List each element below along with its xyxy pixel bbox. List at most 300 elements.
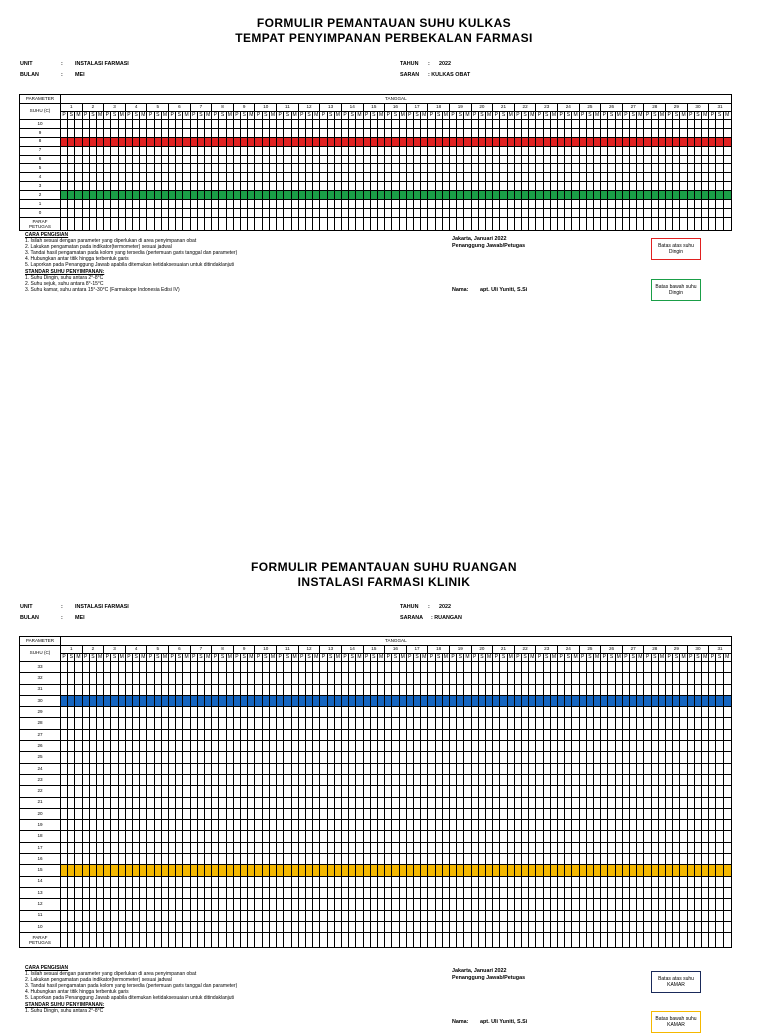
- reading-cell[interactable]: [702, 865, 709, 876]
- reading-cell[interactable]: [442, 718, 449, 729]
- reading-cell[interactable]: [118, 155, 125, 164]
- reading-cell[interactable]: [680, 120, 687, 129]
- reading-cell[interactable]: [579, 729, 586, 740]
- reading-cell[interactable]: [334, 763, 341, 774]
- reading-cell[interactable]: [478, 128, 485, 137]
- reading-cell[interactable]: [406, 164, 413, 173]
- reading-cell[interactable]: [507, 729, 514, 740]
- reading-cell[interactable]: [666, 741, 673, 752]
- reading-cell[interactable]: [176, 718, 183, 729]
- reading-cell[interactable]: [320, 208, 327, 217]
- reading-cell[interactable]: [370, 774, 377, 785]
- reading-cell[interactable]: [104, 208, 111, 217]
- reading-cell[interactable]: [485, 729, 492, 740]
- reading-cell[interactable]: [622, 763, 629, 774]
- reading-cell[interactable]: [212, 718, 219, 729]
- reading-cell[interactable]: [248, 182, 255, 191]
- paraf-cell[interactable]: [716, 217, 723, 230]
- paraf-cell[interactable]: [262, 933, 269, 948]
- reading-cell[interactable]: [327, 887, 334, 898]
- reading-cell[interactable]: [197, 146, 204, 155]
- reading-cell[interactable]: [550, 729, 557, 740]
- reading-cell[interactable]: [140, 146, 147, 155]
- reading-cell[interactable]: [421, 729, 428, 740]
- reading-cell[interactable]: [255, 842, 262, 853]
- reading-cell[interactable]: [140, 120, 147, 129]
- reading-cell[interactable]: [723, 763, 731, 774]
- reading-cell[interactable]: [637, 146, 644, 155]
- reading-cell[interactable]: [313, 200, 320, 209]
- reading-cell[interactable]: [680, 729, 687, 740]
- reading-cell[interactable]: [615, 164, 622, 173]
- reading-cell[interactable]: [478, 120, 485, 129]
- reading-cell[interactable]: [291, 842, 298, 853]
- paraf-cell[interactable]: [147, 933, 154, 948]
- reading-cell[interactable]: [176, 182, 183, 191]
- reading-cell[interactable]: [449, 673, 456, 684]
- reading-cell[interactable]: [435, 854, 442, 865]
- reading-cell[interactable]: [392, 865, 399, 876]
- reading-cell[interactable]: [449, 876, 456, 887]
- reading-cell[interactable]: [507, 763, 514, 774]
- reading-cell[interactable]: [169, 173, 176, 182]
- reading-cell[interactable]: [406, 876, 413, 887]
- reading-cell[interactable]: [219, 182, 226, 191]
- reading-cell[interactable]: [277, 899, 284, 910]
- reading-cell[interactable]: [428, 200, 435, 209]
- reading-cell[interactable]: [262, 200, 269, 209]
- reading-cell[interactable]: [478, 854, 485, 865]
- reading-cell[interactable]: [370, 786, 377, 797]
- reading-cell[interactable]: [579, 763, 586, 774]
- reading-cell[interactable]: [248, 741, 255, 752]
- reading-cell[interactable]: [536, 854, 543, 865]
- reading-cell[interactable]: [687, 752, 694, 763]
- reading-cell[interactable]: [298, 741, 305, 752]
- reading-cell[interactable]: [594, 854, 601, 865]
- reading-cell[interactable]: [154, 191, 161, 200]
- reading-cell[interactable]: [320, 831, 327, 842]
- reading-cell[interactable]: [702, 752, 709, 763]
- reading-cell[interactable]: [435, 673, 442, 684]
- reading-cell[interactable]: [687, 707, 694, 718]
- reading-cell[interactable]: [61, 876, 68, 887]
- reading-cell[interactable]: [442, 887, 449, 898]
- paraf-cell[interactable]: [89, 217, 96, 230]
- paraf-cell[interactable]: [82, 933, 89, 948]
- reading-cell[interactable]: [219, 137, 226, 146]
- reading-cell[interactable]: [233, 899, 240, 910]
- reading-cell[interactable]: [428, 673, 435, 684]
- paraf-cell[interactable]: [248, 933, 255, 948]
- reading-cell[interactable]: [529, 173, 536, 182]
- reading-cell[interactable]: [536, 182, 543, 191]
- reading-cell[interactable]: [349, 921, 356, 932]
- reading-cell[interactable]: [97, 921, 104, 932]
- reading-cell[interactable]: [543, 854, 550, 865]
- reading-cell[interactable]: [457, 208, 464, 217]
- reading-cell[interactable]: [305, 899, 312, 910]
- reading-cell[interactable]: [219, 120, 226, 129]
- reading-cell[interactable]: [305, 729, 312, 740]
- reading-cell[interactable]: [255, 786, 262, 797]
- reading-cell[interactable]: [313, 707, 320, 718]
- reading-cell[interactable]: [327, 137, 334, 146]
- reading-cell[interactable]: [154, 899, 161, 910]
- reading-cell[interactable]: [558, 137, 565, 146]
- reading-cell[interactable]: [183, 741, 190, 752]
- reading-cell[interactable]: [651, 173, 658, 182]
- reading-cell[interactable]: [97, 128, 104, 137]
- reading-cell[interactable]: [89, 120, 96, 129]
- reading-cell[interactable]: [341, 684, 348, 695]
- reading-cell[interactable]: [75, 137, 82, 146]
- reading-cell[interactable]: [363, 155, 370, 164]
- reading-cell[interactable]: [493, 910, 500, 921]
- paraf-cell[interactable]: [716, 933, 723, 948]
- reading-cell[interactable]: [219, 695, 226, 706]
- reading-cell[interactable]: [687, 146, 694, 155]
- reading-cell[interactable]: [197, 831, 204, 842]
- reading-cell[interactable]: [630, 854, 637, 865]
- reading-cell[interactable]: [702, 173, 709, 182]
- reading-cell[interactable]: [68, 200, 75, 209]
- reading-cell[interactable]: [543, 876, 550, 887]
- reading-cell[interactable]: [637, 695, 644, 706]
- reading-cell[interactable]: [233, 786, 240, 797]
- reading-cell[interactable]: [536, 797, 543, 808]
- reading-cell[interactable]: [421, 854, 428, 865]
- reading-cell[interactable]: [615, 146, 622, 155]
- reading-cell[interactable]: [320, 173, 327, 182]
- reading-cell[interactable]: [413, 662, 420, 673]
- reading-cell[interactable]: [651, 182, 658, 191]
- reading-cell[interactable]: [269, 128, 276, 137]
- reading-cell[interactable]: [399, 200, 406, 209]
- reading-cell[interactable]: [97, 763, 104, 774]
- reading-cell[interactable]: [183, 921, 190, 932]
- reading-cell[interactable]: [277, 876, 284, 887]
- reading-cell[interactable]: [262, 752, 269, 763]
- reading-cell[interactable]: [255, 797, 262, 808]
- reading-cell[interactable]: [500, 921, 507, 932]
- reading-cell[interactable]: [125, 182, 132, 191]
- reading-cell[interactable]: [709, 673, 716, 684]
- reading-cell[interactable]: [622, 673, 629, 684]
- reading-cell[interactable]: [118, 876, 125, 887]
- reading-cell[interactable]: [305, 191, 312, 200]
- reading-cell[interactable]: [392, 831, 399, 842]
- reading-cell[interactable]: [341, 120, 348, 129]
- reading-cell[interactable]: [370, 718, 377, 729]
- reading-cell[interactable]: [399, 831, 406, 842]
- reading-cell[interactable]: [277, 741, 284, 752]
- reading-cell[interactable]: [75, 752, 82, 763]
- reading-cell[interactable]: [226, 831, 233, 842]
- reading-cell[interactable]: [356, 910, 363, 921]
- reading-cell[interactable]: [485, 865, 492, 876]
- reading-cell[interactable]: [97, 155, 104, 164]
- reading-cell[interactable]: [385, 752, 392, 763]
- reading-cell[interactable]: [226, 120, 233, 129]
- reading-cell[interactable]: [673, 831, 680, 842]
- reading-cell[interactable]: [464, 718, 471, 729]
- reading-cell[interactable]: [298, 786, 305, 797]
- reading-cell[interactable]: [702, 695, 709, 706]
- reading-cell[interactable]: [313, 164, 320, 173]
- reading-cell[interactable]: [255, 120, 262, 129]
- reading-cell[interactable]: [197, 137, 204, 146]
- reading-cell[interactable]: [716, 695, 723, 706]
- reading-cell[interactable]: [514, 876, 521, 887]
- reading-cell[interactable]: [377, 797, 384, 808]
- reading-cell[interactable]: [212, 146, 219, 155]
- reading-cell[interactable]: [370, 707, 377, 718]
- reading-cell[interactable]: [601, 155, 608, 164]
- reading-cell[interactable]: [349, 120, 356, 129]
- reading-cell[interactable]: [377, 899, 384, 910]
- reading-cell[interactable]: [241, 786, 248, 797]
- reading-cell[interactable]: [176, 707, 183, 718]
- reading-cell[interactable]: [543, 921, 550, 932]
- reading-cell[interactable]: [226, 786, 233, 797]
- reading-cell[interactable]: [334, 854, 341, 865]
- reading-cell[interactable]: [493, 120, 500, 129]
- reading-cell[interactable]: [255, 876, 262, 887]
- reading-cell[interactable]: [428, 842, 435, 853]
- reading-cell[interactable]: [61, 831, 68, 842]
- reading-cell[interactable]: [248, 137, 255, 146]
- reading-cell[interactable]: [586, 164, 593, 173]
- reading-cell[interactable]: [356, 684, 363, 695]
- paraf-cell[interactable]: [133, 933, 140, 948]
- reading-cell[interactable]: [449, 921, 456, 932]
- reading-cell[interactable]: [75, 899, 82, 910]
- reading-cell[interactable]: [248, 854, 255, 865]
- reading-cell[interactable]: [385, 774, 392, 785]
- reading-cell[interactable]: [111, 899, 118, 910]
- reading-cell[interactable]: [97, 120, 104, 129]
- reading-cell[interactable]: [464, 921, 471, 932]
- reading-cell[interactable]: [716, 887, 723, 898]
- reading-cell[interactable]: [413, 707, 420, 718]
- reading-cell[interactable]: [500, 173, 507, 182]
- reading-cell[interactable]: [680, 208, 687, 217]
- reading-cell[interactable]: [298, 718, 305, 729]
- reading-cell[interactable]: [565, 910, 572, 921]
- reading-cell[interactable]: [723, 910, 731, 921]
- reading-cell[interactable]: [608, 876, 615, 887]
- reading-cell[interactable]: [61, 684, 68, 695]
- reading-cell[interactable]: [485, 741, 492, 752]
- reading-cell[interactable]: [147, 820, 154, 831]
- reading-cell[interactable]: [658, 786, 665, 797]
- reading-cell[interactable]: [666, 191, 673, 200]
- reading-cell[interactable]: [111, 164, 118, 173]
- paraf-cell[interactable]: [507, 217, 514, 230]
- reading-cell[interactable]: [694, 774, 701, 785]
- paraf-cell[interactable]: [284, 217, 291, 230]
- reading-cell[interactable]: [680, 831, 687, 842]
- reading-cell[interactable]: [464, 887, 471, 898]
- reading-cell[interactable]: [471, 146, 478, 155]
- reading-cell[interactable]: [644, 774, 651, 785]
- reading-cell[interactable]: [435, 831, 442, 842]
- reading-cell[interactable]: [500, 673, 507, 684]
- reading-cell[interactable]: [140, 899, 147, 910]
- paraf-cell[interactable]: [723, 217, 731, 230]
- reading-cell[interactable]: [457, 164, 464, 173]
- reading-cell[interactable]: [111, 155, 118, 164]
- reading-cell[interactable]: [449, 208, 456, 217]
- reading-cell[interactable]: [478, 707, 485, 718]
- reading-cell[interactable]: [291, 786, 298, 797]
- reading-cell[interactable]: [550, 763, 557, 774]
- reading-cell[interactable]: [594, 876, 601, 887]
- reading-cell[interactable]: [219, 673, 226, 684]
- reading-cell[interactable]: [630, 842, 637, 853]
- reading-cell[interactable]: [709, 786, 716, 797]
- reading-cell[interactable]: [601, 718, 608, 729]
- reading-cell[interactable]: [341, 182, 348, 191]
- reading-cell[interactable]: [341, 673, 348, 684]
- reading-cell[interactable]: [565, 673, 572, 684]
- reading-cell[interactable]: [118, 865, 125, 876]
- reading-cell[interactable]: [233, 182, 240, 191]
- paraf-cell[interactable]: [550, 933, 557, 948]
- reading-cell[interactable]: [97, 182, 104, 191]
- reading-cell[interactable]: [658, 820, 665, 831]
- paraf-cell[interactable]: [313, 933, 320, 948]
- reading-cell[interactable]: [75, 786, 82, 797]
- reading-cell[interactable]: [565, 808, 572, 819]
- reading-cell[interactable]: [363, 887, 370, 898]
- reading-cell[interactable]: [586, 662, 593, 673]
- reading-cell[interactable]: [377, 200, 384, 209]
- reading-cell[interactable]: [615, 173, 622, 182]
- reading-cell[interactable]: [457, 662, 464, 673]
- reading-cell[interactable]: [399, 718, 406, 729]
- reading-cell[interactable]: [435, 695, 442, 706]
- reading-cell[interactable]: [702, 208, 709, 217]
- reading-cell[interactable]: [125, 876, 132, 887]
- reading-cell[interactable]: [428, 707, 435, 718]
- reading-cell[interactable]: [536, 865, 543, 876]
- reading-cell[interactable]: [334, 707, 341, 718]
- reading-cell[interactable]: [615, 797, 622, 808]
- reading-cell[interactable]: [212, 752, 219, 763]
- reading-cell[interactable]: [169, 128, 176, 137]
- reading-cell[interactable]: [471, 662, 478, 673]
- reading-cell[interactable]: [104, 729, 111, 740]
- reading-cell[interactable]: [169, 684, 176, 695]
- reading-cell[interactable]: [413, 786, 420, 797]
- reading-cell[interactable]: [666, 842, 673, 853]
- reading-cell[interactable]: [68, 774, 75, 785]
- reading-cell[interactable]: [428, 729, 435, 740]
- reading-cell[interactable]: [392, 876, 399, 887]
- reading-cell[interactable]: [507, 831, 514, 842]
- paraf-cell[interactable]: [363, 933, 370, 948]
- reading-cell[interactable]: [291, 120, 298, 129]
- reading-cell[interactable]: [169, 808, 176, 819]
- reading-cell[interactable]: [118, 899, 125, 910]
- reading-cell[interactable]: [241, 899, 248, 910]
- reading-cell[interactable]: [435, 820, 442, 831]
- reading-cell[interactable]: [485, 808, 492, 819]
- reading-cell[interactable]: [212, 763, 219, 774]
- reading-cell[interactable]: [680, 164, 687, 173]
- reading-cell[interactable]: [399, 173, 406, 182]
- reading-cell[interactable]: [723, 876, 731, 887]
- reading-cell[interactable]: [694, 191, 701, 200]
- reading-cell[interactable]: [212, 695, 219, 706]
- reading-cell[interactable]: [154, 921, 161, 932]
- reading-cell[interactable]: [644, 718, 651, 729]
- reading-cell[interactable]: [586, 899, 593, 910]
- reading-cell[interactable]: [601, 808, 608, 819]
- reading-cell[interactable]: [702, 854, 709, 865]
- reading-cell[interactable]: [651, 155, 658, 164]
- reading-cell[interactable]: [169, 729, 176, 740]
- reading-cell[interactable]: [205, 854, 212, 865]
- reading-cell[interactable]: [485, 887, 492, 898]
- reading-cell[interactable]: [630, 786, 637, 797]
- reading-cell[interactable]: [89, 173, 96, 182]
- reading-cell[interactable]: [241, 729, 248, 740]
- reading-cell[interactable]: [212, 865, 219, 876]
- reading-cell[interactable]: [485, 146, 492, 155]
- reading-cell[interactable]: [320, 146, 327, 155]
- reading-cell[interactable]: [233, 707, 240, 718]
- reading-cell[interactable]: [406, 155, 413, 164]
- reading-cell[interactable]: [349, 128, 356, 137]
- reading-cell[interactable]: [572, 137, 579, 146]
- reading-cell[interactable]: [118, 741, 125, 752]
- reading-cell[interactable]: [385, 921, 392, 932]
- reading-cell[interactable]: [262, 774, 269, 785]
- reading-cell[interactable]: [666, 831, 673, 842]
- reading-cell[interactable]: [637, 208, 644, 217]
- reading-cell[interactable]: [694, 865, 701, 876]
- reading-cell[interactable]: [687, 200, 694, 209]
- reading-cell[interactable]: [262, 786, 269, 797]
- reading-cell[interactable]: [377, 182, 384, 191]
- reading-cell[interactable]: [262, 173, 269, 182]
- reading-cell[interactable]: [723, 684, 731, 695]
- reading-cell[interactable]: [226, 865, 233, 876]
- reading-cell[interactable]: [442, 155, 449, 164]
- reading-cell[interactable]: [183, 808, 190, 819]
- reading-cell[interactable]: [572, 831, 579, 842]
- reading-cell[interactable]: [442, 899, 449, 910]
- reading-cell[interactable]: [694, 752, 701, 763]
- reading-cell[interactable]: [493, 820, 500, 831]
- reading-cell[interactable]: [341, 128, 348, 137]
- reading-cell[interactable]: [493, 786, 500, 797]
- reading-cell[interactable]: [630, 763, 637, 774]
- reading-cell[interactable]: [356, 155, 363, 164]
- reading-cell[interactable]: [709, 200, 716, 209]
- reading-cell[interactable]: [118, 752, 125, 763]
- reading-cell[interactable]: [406, 684, 413, 695]
- reading-cell[interactable]: [349, 876, 356, 887]
- reading-cell[interactable]: [413, 774, 420, 785]
- reading-cell[interactable]: [97, 831, 104, 842]
- reading-cell[interactable]: [673, 899, 680, 910]
- reading-cell[interactable]: [687, 854, 694, 865]
- reading-cell[interactable]: [687, 774, 694, 785]
